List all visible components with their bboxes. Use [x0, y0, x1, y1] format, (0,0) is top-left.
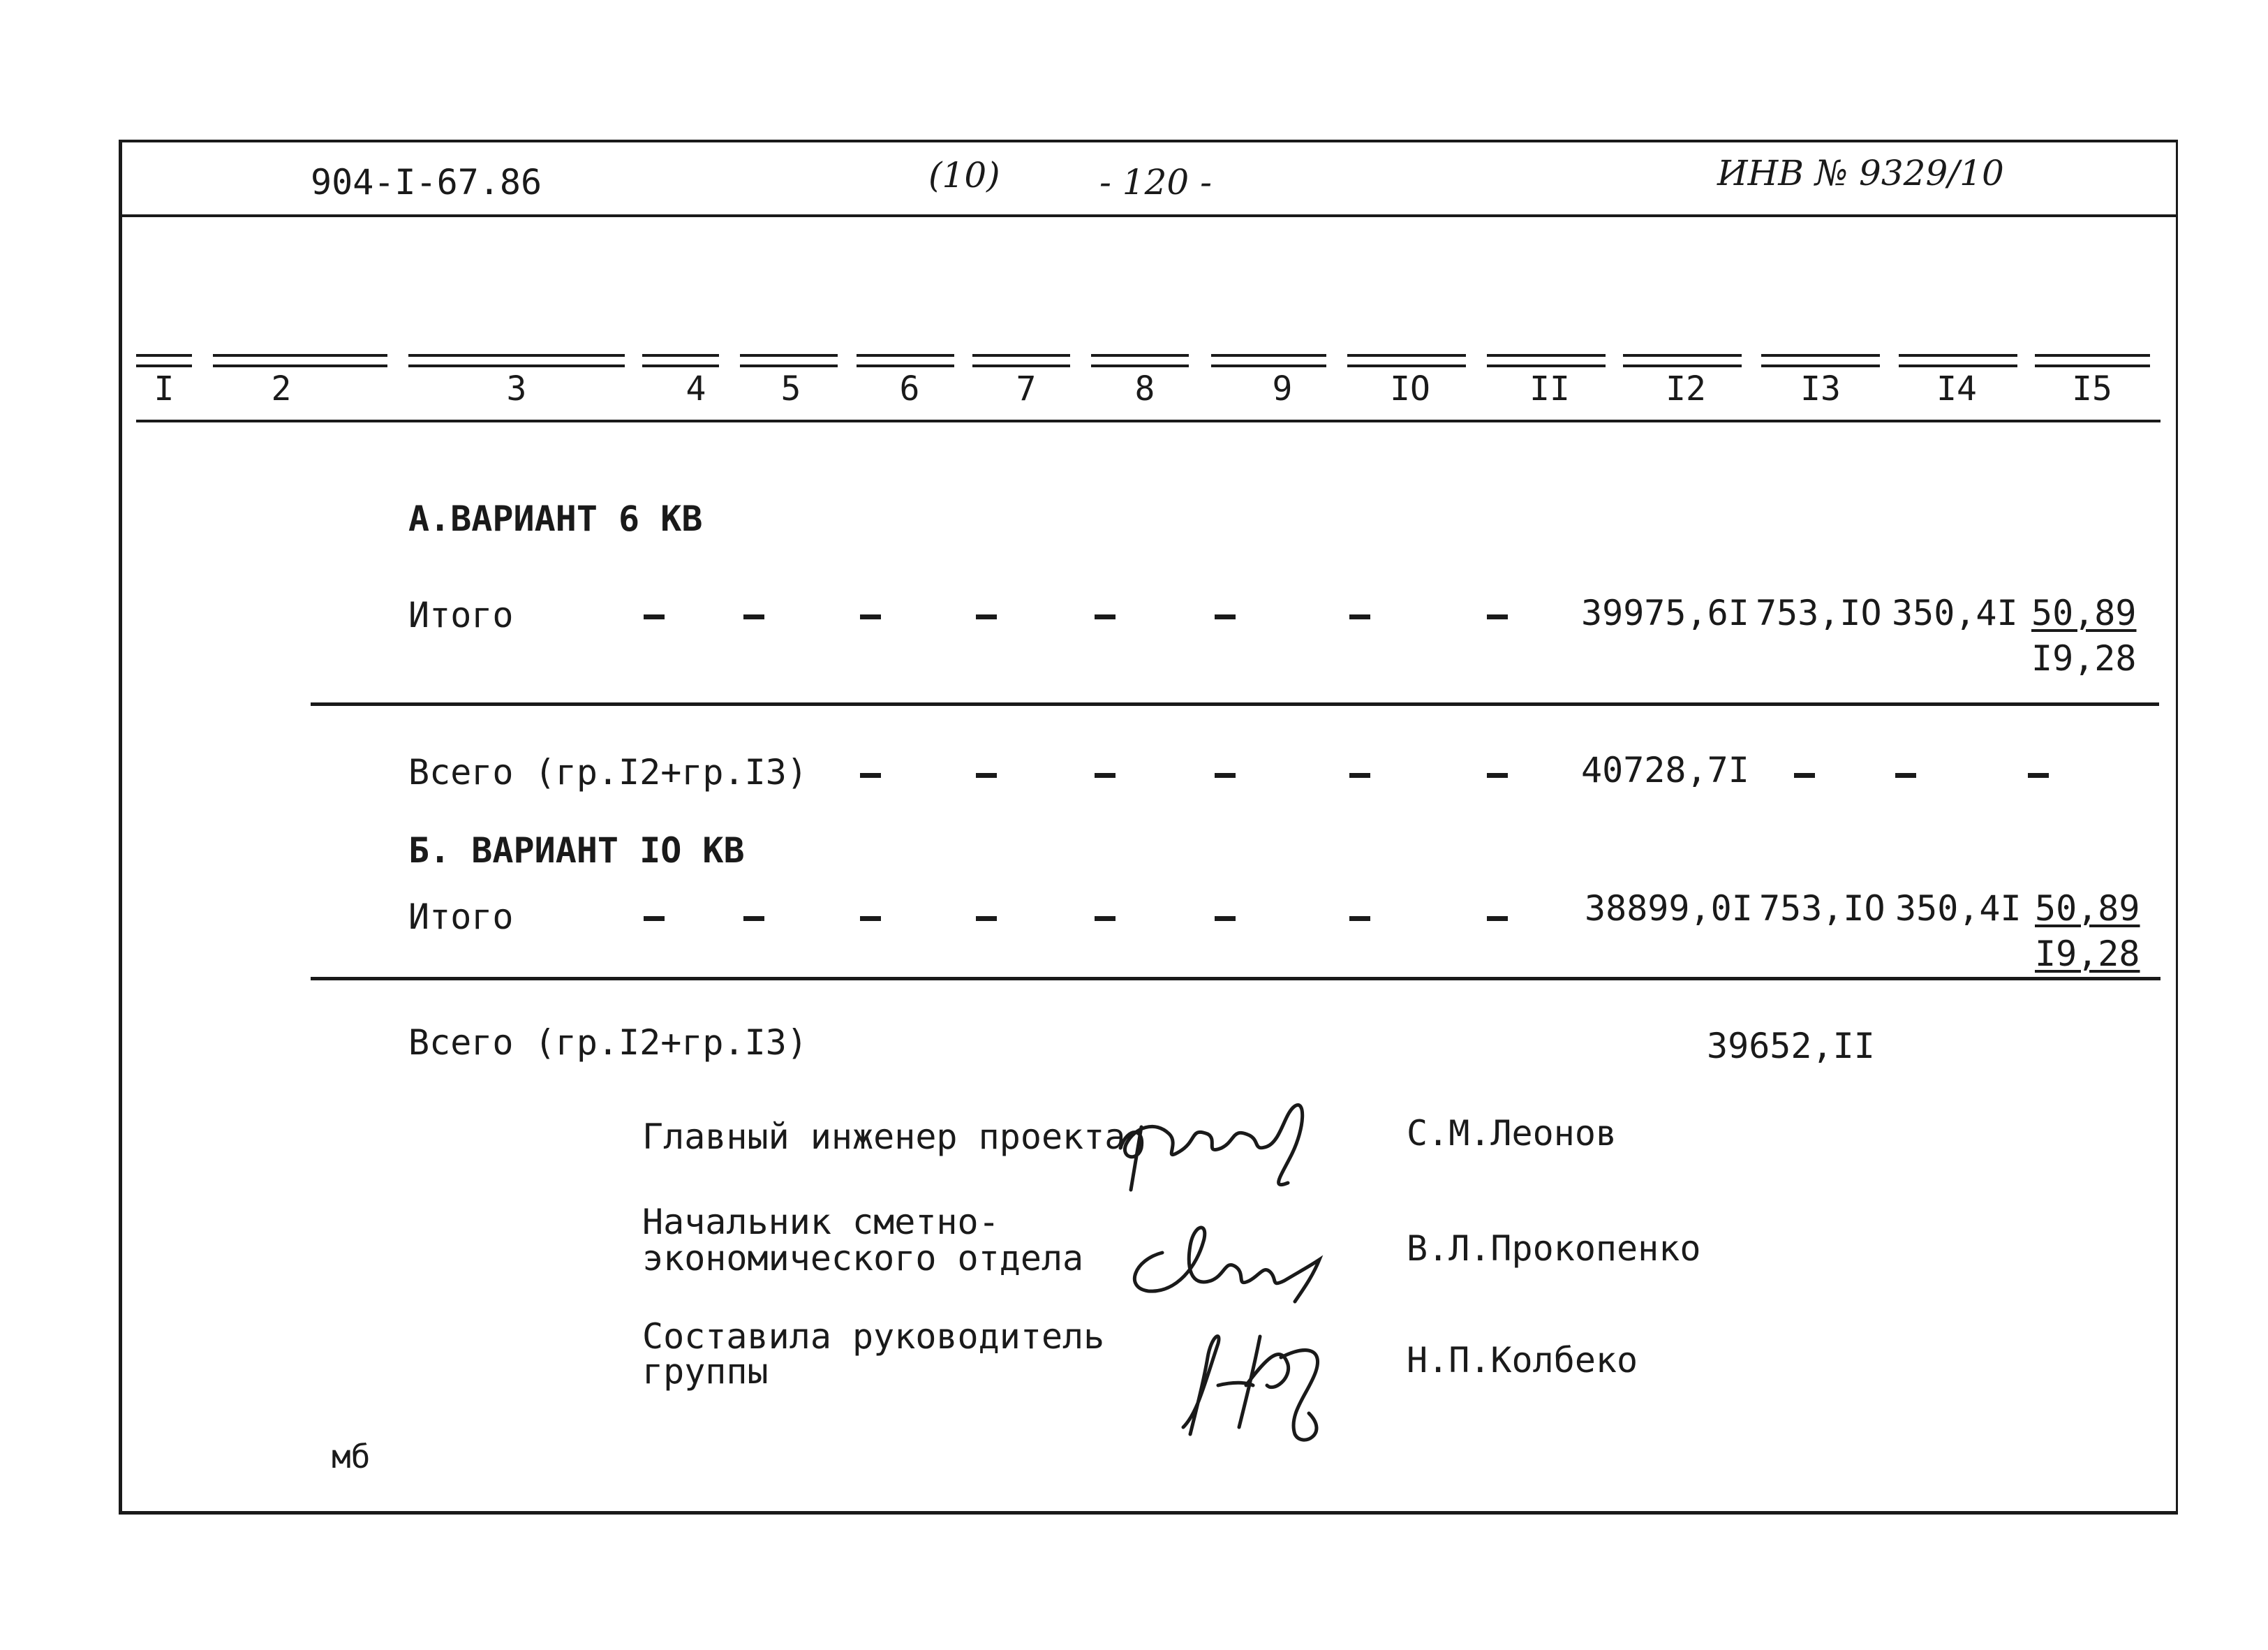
footer-mark: мб — [332, 1438, 371, 1475]
dash — [860, 916, 881, 921]
column-number: 4 — [685, 369, 706, 408]
signatory-name-2: В.Л.Прокопенко — [1407, 1228, 1701, 1269]
variant-a-col14: 350,4I — [1892, 593, 2018, 633]
dash — [2028, 773, 2049, 778]
dash — [860, 773, 881, 778]
page-number: - 120 - — [1099, 162, 1213, 202]
signatory-role-2 — [642, 1202, 1084, 1279]
signatory-role-3-line2: группы — [642, 1351, 769, 1392]
signatory-role-1: Главный инженер проекта — [642, 1117, 1126, 1157]
column-number: 3 — [506, 369, 527, 408]
variant-a-col15-top: 50,89 — [2031, 593, 2137, 633]
column-number: 7 — [1016, 369, 1037, 408]
signature-3-icon — [1169, 1316, 1351, 1448]
variant-a-itogo-label: Итого — [408, 595, 514, 635]
variant-b-col15-bottom: I9,28 — [2035, 934, 2140, 974]
dash — [644, 614, 665, 619]
signature-2-icon — [1120, 1211, 1330, 1316]
column-number: 5 — [780, 369, 801, 408]
signature-1-icon — [1113, 1085, 1344, 1197]
dash — [1349, 916, 1370, 921]
signature-1-handwritten — [1113, 1085, 1344, 1200]
col-rule — [2035, 354, 2150, 367]
col-rule — [136, 354, 192, 367]
dash — [644, 916, 665, 921]
dash — [1487, 916, 1508, 921]
column-number: 9 — [1272, 369, 1293, 408]
variant-a-vsego-value: 40728,7I — [1581, 750, 1749, 790]
column-number: 8 — [1134, 369, 1155, 408]
col-rule — [972, 354, 1070, 367]
column-header-rule — [136, 420, 2160, 422]
dash — [860, 614, 881, 619]
dash — [1215, 614, 1236, 619]
variant-b-itogo-label: Итого — [408, 897, 514, 937]
col-rule — [213, 354, 387, 367]
column-number: I4 — [1936, 369, 1977, 408]
dash — [1095, 916, 1116, 921]
dash — [1215, 916, 1236, 921]
variant-a-col15-bottom: I9,28 — [2031, 638, 2137, 679]
dash — [1895, 773, 1916, 778]
variant-a-col13: 753,IO — [1756, 593, 1882, 633]
variant-b-vsego-value: 39652,II — [1707, 1026, 1875, 1066]
col-rule — [1899, 354, 2017, 367]
col-rule — [1487, 354, 1606, 367]
column-number: I — [154, 369, 175, 408]
dash — [743, 614, 764, 619]
variant-a-col12: 39975,6I — [1581, 593, 1749, 633]
variant-b-col14: 350,4I — [1895, 888, 2022, 929]
dash — [743, 916, 764, 921]
signatory-name-1: С.М.Леонов — [1407, 1113, 1617, 1154]
variant-b-col13: 753,IO — [1759, 888, 1885, 929]
dash — [976, 773, 997, 778]
document-sheet — [119, 140, 2178, 1515]
signature-3-handwritten — [1169, 1316, 1351, 1451]
document-code: 904-I-67.86 — [311, 162, 542, 202]
dash — [1487, 614, 1508, 619]
column-number: I5 — [2072, 369, 2112, 408]
column-number: II — [1529, 369, 1570, 408]
variant-a-title: А.ВАРИАНТ 6 КВ — [408, 499, 703, 539]
dash — [1215, 773, 1236, 778]
col-rule — [1761, 354, 1880, 367]
col-rule — [1211, 354, 1326, 367]
col-rule — [1347, 354, 1466, 367]
variant-a-rule — [311, 702, 2159, 706]
variant-b-vsego-label: Всего (гр.I2+гр.I3) — [408, 1022, 808, 1063]
col-rule — [1623, 354, 1742, 367]
col-rule — [642, 354, 719, 367]
column-number: I3 — [1800, 369, 1841, 408]
signatory-role-2-line1: Начальник сметно- — [642, 1202, 1000, 1242]
header-rule — [122, 214, 2176, 217]
dash — [1095, 773, 1116, 778]
col-rule — [857, 354, 954, 367]
dash — [1487, 773, 1508, 778]
variant-b-rule — [311, 977, 2160, 980]
variant-b-title: Б. ВАРИАНТ IO КВ — [408, 830, 745, 871]
signatory-role-2-line2: экономического отдела — [642, 1238, 1084, 1279]
dash — [1794, 773, 1815, 778]
column-number: 2 — [271, 369, 292, 408]
dash — [1349, 614, 1370, 619]
dash — [1095, 614, 1116, 619]
signatory-role-3-line1: Составила руководитель — [642, 1316, 1105, 1357]
column-number: I2 — [1666, 369, 1706, 408]
col-rule — [1091, 354, 1189, 367]
dash — [1349, 773, 1370, 778]
col-rule — [740, 354, 838, 367]
dash — [976, 614, 997, 619]
inventory-number: ИНВ № 9329/10 — [1717, 153, 2004, 193]
sheet-number: (10) — [928, 155, 1000, 196]
variant-b-col12: 38899,0I — [1585, 888, 1753, 929]
variant-a-vsego-label: Всего (гр.I2+гр.I3) — [408, 752, 808, 793]
dash — [976, 916, 997, 921]
col-rule — [408, 354, 625, 367]
column-number: 6 — [899, 369, 920, 408]
variant-b-col15-top: 50,89 — [2035, 888, 2140, 929]
column-number: IO — [1390, 369, 1430, 408]
signatory-role-3 — [642, 1316, 1105, 1392]
signature-2-handwritten — [1120, 1211, 1330, 1318]
signatory-name-3: Н.П.Колбеко — [1407, 1340, 1638, 1380]
